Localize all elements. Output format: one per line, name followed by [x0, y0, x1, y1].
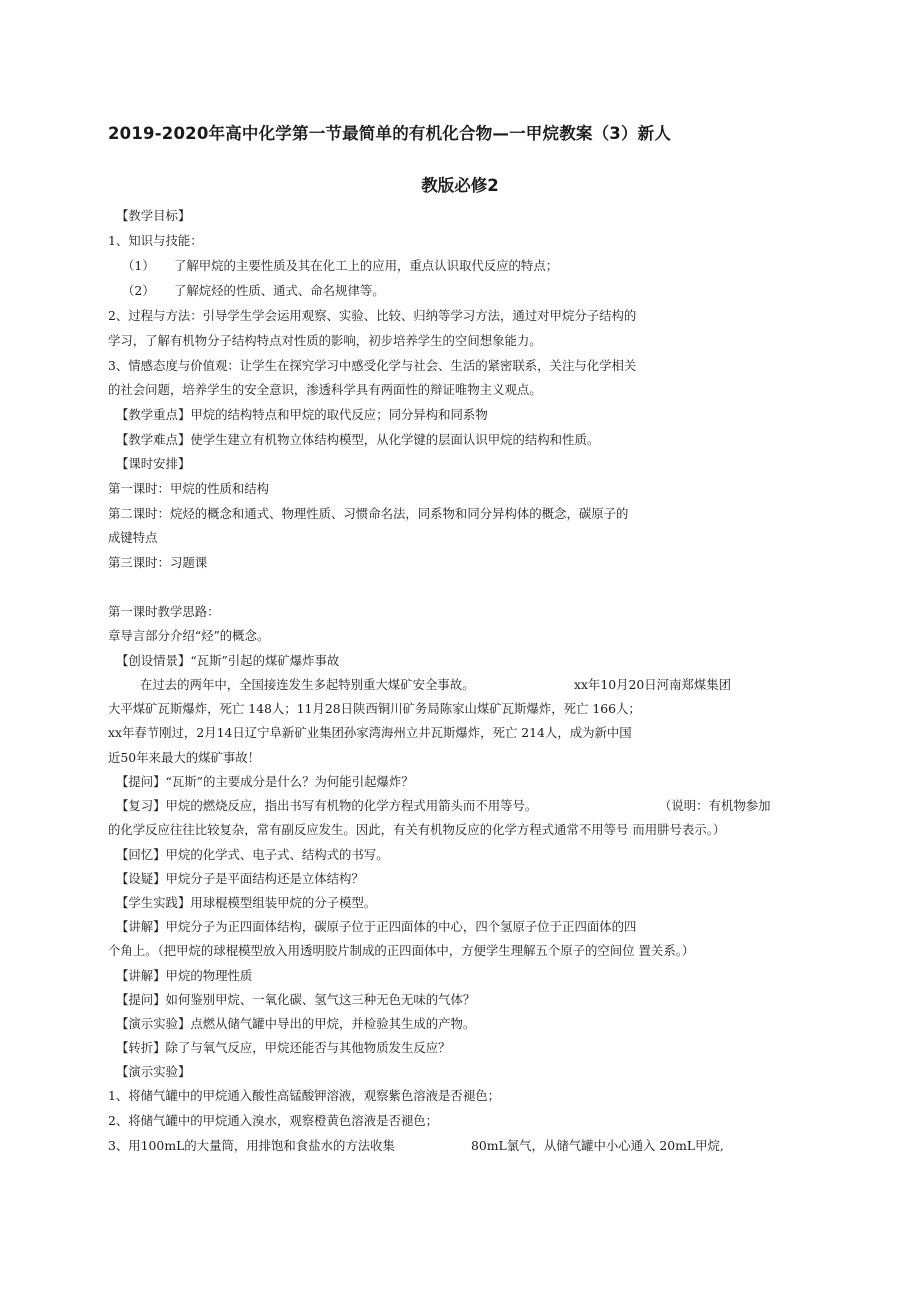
explain-1-b: 个角上。（把甲烷的球棍模型放入用透明胶片制成的正四面体中，方便学生理解五个原子的空间位 置关系。）	[108, 943, 695, 958]
doubt: 【设疑】甲烷分子是平面结构还是立体结构？	[116, 871, 364, 886]
paragraph-2: 大平煤矿瓦斯爆炸，死亡 148人；11月28日陕西铜川矿务局陈家山煤矿瓦斯爆炸，死亡 166人；	[108, 701, 641, 716]
step-2: 2、将储气罐中的甲烷通入溴水，观察橙黄色溶液是否褪色；	[108, 1113, 439, 1128]
item-text: 了解甲烷的主要性质及其在化工上的应用，重点认识取代反应的特点；	[174, 258, 559, 273]
teaching-idea-heading: 第一课时教学思路：	[108, 604, 220, 619]
objective-3-line-b: 的社会问题，培养学生的安全意识，渗透科学具有两面性的辩证唯物主义观点。	[108, 382, 542, 397]
step-1: 1、将储气罐中的甲烷通入酸性高锰酸钾溶液，观察紫色溶液是否褪色；	[108, 1088, 500, 1103]
turn: 【转折】除了与氧气反应，甲烷还能否与其他物质发生反应？	[116, 1040, 451, 1055]
objective-1-item-2	[122, 283, 385, 299]
objective-2-line-a: 2、过程与方法：引导学生学会运用观察、实验、比较、归纳等学习方法，通过对甲烷分子结构的	[108, 308, 637, 323]
question-2: 【提问】如何鉴别甲烷、一氧化碳、氢气这三种无色无味的气体？	[116, 992, 476, 1007]
step-3-a: 3、用100mL的大量筒，用排饱和食盐水的方法收集	[108, 1138, 395, 1153]
scenario: 【创设情景】“瓦斯”引起的煤矿爆炸事故	[116, 653, 340, 668]
question-1: 【提问】“瓦斯”的主要成分是什么？为何能引起爆炸？	[116, 774, 414, 789]
item-number: （1）	[122, 258, 155, 273]
review-a: 【复习】甲烷的燃烧反应，指出书写有机物的化学方程式用箭头而不用等号。	[116, 798, 538, 813]
document-title-line1: 2019-2020年高中化学第一节最简单的有机化合物—一甲烷教案（3）新人	[108, 124, 672, 143]
explain-1-a: 【讲解】甲烷分子为正四面体结构，碳原子位于正四面体的中心，四个氢原子位于正四面体的四	[116, 919, 637, 934]
explain-2: 【讲解】甲烷的物理性质	[116, 968, 253, 983]
paragraph-1-b: xx年10月20日河南郑煤集团	[574, 677, 732, 692]
period-2-line-b: 成键特点	[108, 530, 158, 545]
schedule-heading: 【课时安排】	[116, 456, 191, 471]
period-3: 第三课时：习题课	[108, 555, 208, 570]
difficulty: 【教学难点】使学生建立有机物立体结构模型，从化学键的层面认识甲烷的结构和性质。	[116, 432, 600, 447]
objective-1: 1、知识与技能：	[108, 233, 203, 248]
demo-2: 【演示实验】	[116, 1064, 191, 1079]
period-2-line-a: 第二课时：烷烃的概念和通式、物理性质、习惯命名法，同系物和同分异构体的概念，碳原子的	[108, 506, 629, 521]
item-text: 了解烷烃的性质、通式、命名规律等。	[174, 283, 385, 298]
demo-1: 【演示实验】点燃从储气罐中导出的甲烷，并检验其生成的产物。	[116, 1016, 476, 1031]
review-c: 的化学反应往往比较复杂，常有副反应发生。因此，有关有机物反应的化学方程式通常不用等号 而用肼号表示。）	[108, 822, 726, 837]
student-practice: 【学生实践】用球棍模型组装甲烷的分子模型。	[116, 895, 377, 910]
review-b: （说明：有机物参加	[659, 798, 771, 813]
objective-2-line-b: 学习，了解有机物分子结构特点对性质的影响，初步培养学生的空间想象能力。	[108, 333, 542, 348]
item-number: （2）	[122, 283, 155, 298]
document-title-line2: 教版必修2	[421, 176, 499, 195]
step-3-b: 80mL氯气，从储气罐中小心通入 20mL甲烷,	[471, 1138, 724, 1153]
key-points: 【教学重点】甲烷的结构特点和甲烷的取代反应；同分异构和同系物	[116, 407, 488, 422]
period-1: 第一课时：甲烷的性质和结构	[108, 481, 270, 496]
objective-1-item-1	[122, 258, 558, 274]
paragraph-4: 近50年来最大的煤矿事故！	[108, 750, 261, 765]
paragraph-3: xx年春节刚过，2月14日辽宁阜新矿业集团孙家湾海州立井瓦斯爆炸，死亡 214人，成为新中国	[108, 725, 632, 740]
recall: 【回忆】甲烷的化学式、电子式、结构式的书写。	[116, 847, 389, 862]
objective-3-line-a: 3、情感态度与价值观：让学生在探究学习中感受化学与社会、生活的紧密联系，关注与化学相关	[108, 358, 637, 373]
intro: 章导言部分介绍“烃”的概念。	[108, 628, 270, 643]
objectives-heading: 【教学目标】	[116, 208, 191, 223]
paragraph-1-a: 在过去的两年中，全国接连发生多起特别重大煤矿安全事故。	[140, 677, 475, 692]
